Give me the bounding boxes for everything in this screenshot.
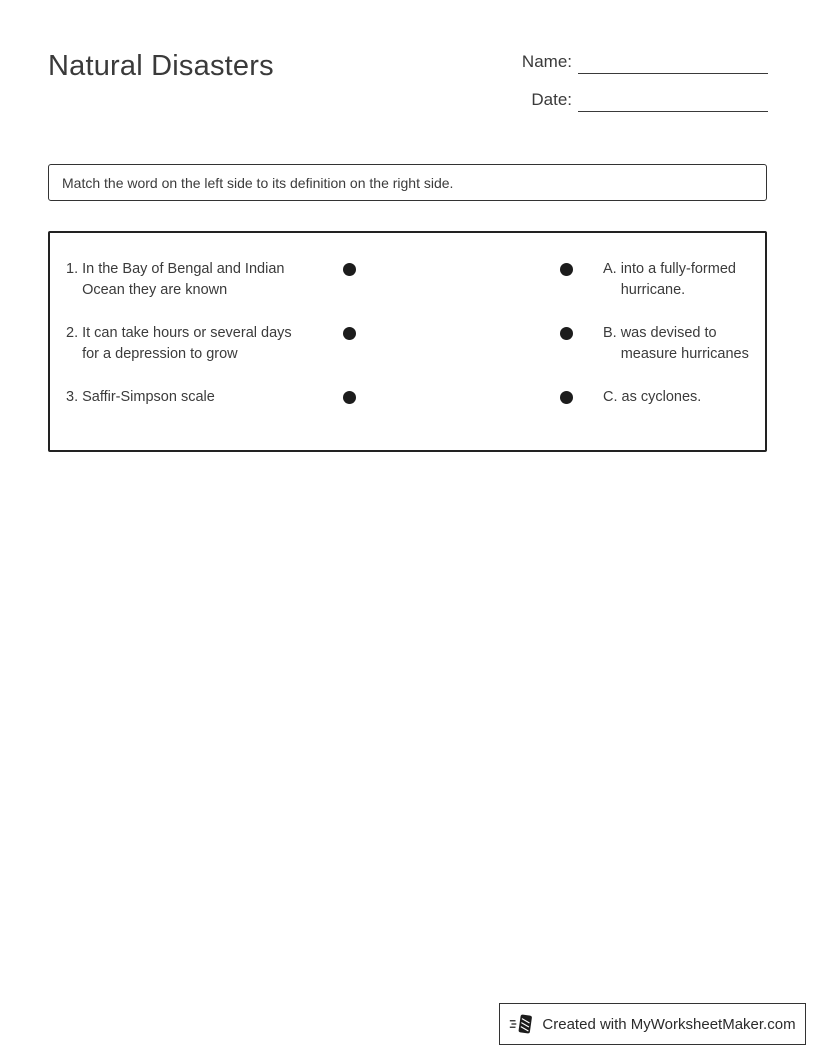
match-dot-left-3[interactable]	[343, 391, 356, 404]
footer-credit-box	[499, 1003, 806, 1045]
match-left-item-3	[66, 387, 386, 408]
match-right-item-b	[560, 323, 760, 365]
matching-left-column	[66, 259, 386, 430]
matching-right-column	[560, 259, 760, 430]
worksheet-maker-logo-icon	[509, 1011, 535, 1037]
date-fill-line[interactable]	[578, 88, 768, 112]
item-letter: C.	[603, 389, 618, 405]
match-left-item-2	[66, 323, 386, 365]
instructions-box	[48, 164, 767, 201]
date-label: Date:	[531, 90, 572, 109]
match-right-item-a	[560, 259, 760, 301]
match-right-item-c	[560, 387, 760, 408]
match-dot-left-2[interactable]	[343, 327, 356, 340]
match-dot-right-a[interactable]	[560, 263, 573, 276]
date-row	[478, 88, 768, 112]
match-dot-left-1[interactable]	[343, 263, 356, 276]
match-dot-right-c[interactable]	[560, 391, 573, 404]
item-letter: B.	[603, 325, 617, 341]
name-fill-line[interactable]	[578, 50, 768, 74]
item-number: 1.	[66, 261, 79, 277]
item-number: 2.	[66, 325, 79, 341]
footer-credit-text: Created with MyWorksheetMaker.com	[542, 1015, 796, 1033]
item-text: It can take hours or several days for a depression to grow	[82, 325, 292, 362]
page-title: Natural Disasters	[48, 50, 274, 82]
instructions-text: Match the word on the left side to its definition on the right side.	[62, 174, 454, 191]
item-text: into a fully-formed hurricane.	[620, 261, 736, 298]
item-text: was devised to measure hurricanes	[620, 325, 749, 362]
student-id-fields	[478, 50, 768, 126]
match-left-item-1	[66, 259, 386, 301]
item-text: as cyclones.	[621, 389, 702, 405]
name-label: Name:	[521, 52, 572, 71]
item-text: Saffir-Simpson scale	[82, 389, 215, 405]
item-text: In the Bay of Bengal and Indian Ocean they are known	[82, 261, 285, 298]
match-dot-right-b[interactable]	[560, 327, 573, 340]
name-row	[478, 50, 768, 74]
item-number: 3.	[66, 389, 79, 405]
matching-exercise-box	[48, 231, 767, 452]
item-letter: A.	[603, 261, 617, 277]
